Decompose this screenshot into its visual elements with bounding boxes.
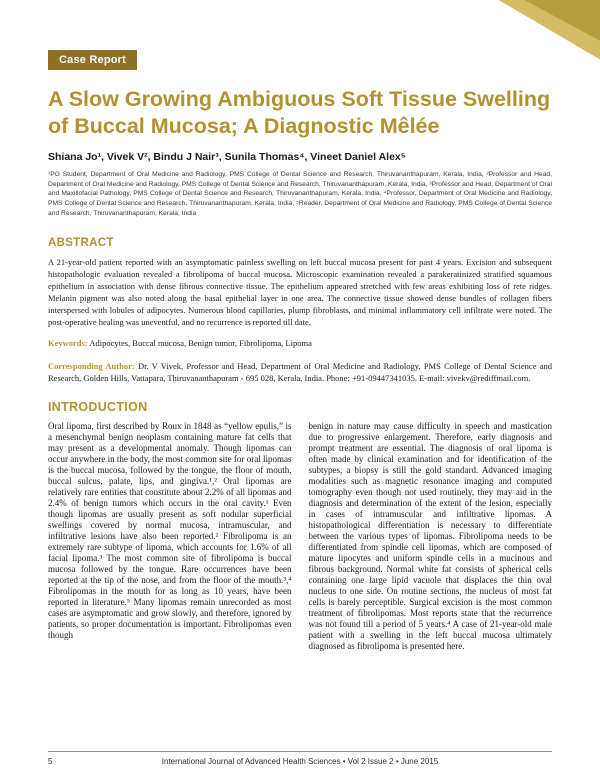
journal-info-line: International Journal of Advanced Health Sciences • Vol 2 Issue 2 • June 2015 [161, 757, 439, 766]
article-title: A Slow Growing Ambiguous Soft Tissue Swelling of Buccal Mucosa; A Diagnostic Mêlée [48, 87, 551, 138]
keywords-line [48, 337, 552, 349]
keywords-text: Adipocytes, Buccal mucosa, Benign tumor, Fibrolipoma, Lipoma [87, 338, 312, 349]
keywords-label: Keywords: [48, 338, 88, 349]
corner-decoration [482, 0, 600, 62]
two-column-body [48, 421, 552, 651]
page-number: 5 [48, 757, 53, 766]
corresponding-author-label: Corresponding Author: [48, 361, 135, 372]
article-type-badge: Case Report [48, 50, 137, 70]
abstract-section [48, 237, 552, 328]
abstract-heading: ABSTRACT [48, 236, 114, 249]
abstract-text: A 21-year-old patient reported with an asymptomatic painless swelling on left buccal mucosa present for past 4 years. Excision and subsequent histopathologic evaluation revealed a fibrolipoma of buccal mucosa. Microscopic examination revealed a parakeratinized stratified squamous epithelium in association with dense fibrous connective tissue. The epithelium appeared stretched with few areas exhibiting loss of rete ridges. Melanin pigment was also noted along the basal epithelial layer in one area. The connective tissue showed dense bundles of collagen fibers interspersed with lobules of adipocytes. Numerous blood capillaries, plump fibroblasts, and minimal inflammatory cell infiltrate were noted. The post-operative healing was uneventful, and no recurrence is reported till date. [48, 256, 552, 327]
authors-line: Shiana Jo¹, Vivek V², Bindu J Nair³, Sunila Thomas⁴, Vineet Daniel Alex⁵ [48, 150, 406, 163]
introduction-heading: INTRODUCTION [48, 400, 148, 415]
introduction-column-left: Oral lipoma, first described by Roux in 1848 as “yellow epulis,” is a mesenchymal benign neoplasm containing mature fat cells that may present as a developmental anomaly. Though lipomas can occur anywhere in the body, the most common site for oral lipomas is the buccal mucosa, followed by the tongue, the floor of mouth, buccal sulcus, palate, lips, and gingiva.¹,² Oral lipomas are relatively rare entities that constitute about 2.2% of all lipomas and 2.4% of benign tumors which occurs in the oral cavity.¹ Even though lipomas are usually present as soft nodular superficial swellings covered by normal mucosa, intramuscular, and infiltrative lesions have also been reported.² Fibrolipoma is an extremely rare subtype of lipoma, which accounts for 1.6% of all facial lipoma.³ The most common site of fibrolipoma is buccal mucosa followed by the tongue. Rare occurrences have been reported at the tip of the nose, and from the floor of the mouth.³,⁴ Fibrolipomas in the mouth for as long as 10 years, have been reported in literature.⁵ Many lipomas remain unrecorded as most cases are asymptomatic and grow slowly, and therefore, ignored by patients, so proper documentation is important. Fibrolipomas even though [48, 421, 292, 640]
affiliations-block: ¹PG Student, Department of Oral Medicine and Radiology, PMS College of Dental Science and Research, Thiruvananthapuram, Kerala, India, ²Professor and Head, Department of Oral Medicine and Radiology, PMS College of Dental Science and Research, Thiruvananthapuram, Kerala, India, ³Professor and Head, Department of Oral and Maxillofacial Pathology, PMS College of Dental Science and Research, Thiruvananthapuram, Kerala, India, ⁴Professor, Department of Oral Medicine and Radiology, PMS College of Dental Science and Research, Thiruvananthapuram, Kerala, India, ⁵Reader, Department of Oral Medicine and Radiology, PMS College of Dental Science and Research, Thiruvananthapuram, Kerala, India [48, 170, 552, 217]
corresponding-author-text: Dr. V Vivek, Professor and Head, Department of Oral Medicine and Radiology, PMS College of Dental Science and Research, Golden Hills, Vattapara, Thiruvananthapuram - 695 028, Kerala, India. Phone: +91-09447341035. E-mail: vivekv@rediffmail.com. [48, 361, 552, 384]
page-footer [48, 751, 552, 766]
introduction-section [48, 400, 552, 651]
corresponding-author-block [48, 360, 552, 384]
introduction-column-right: benign in nature may cause difficulty in speech and mastication due to progressive enlargement. Therefore, early diagnosis and prompt treatment are essential. The diagnosis of oral lipoma is often made by clinical examination and for identification of the subtypes, a biopsy is still the gold standard. Advanced imaging modalities such as magnetic resonance imaging and computed tomography even though not used routinely, they may aid in the diagnosis and determination of the extent of the lesion, especially in cases of intramuscular and infiltrative lipomas. A histopathological differentiation is necessary to differentiate between the various types of lipomas. Fibrolipoma needs to be differentiated from spindle cell lipomas, which are composed of mature lipocytes and uniform spindle cells in a mucinous and fibrous background. Normal white fat consists of spherical cells containing one large lipid vacuole that displaces the thin oval nucleus to one side. On routine sections, the nucleus of most fat cells is barely perceptible. Surgical excision is the most common treatment of fibrolipomas. Most reports state that the recurrence was not found till a period of 5 years.⁴ A case of 21-year-old male patient with a swelling in the left buccal mucosa ultimately diagnosed as fibrolipoma is presented here. [308, 421, 552, 651]
